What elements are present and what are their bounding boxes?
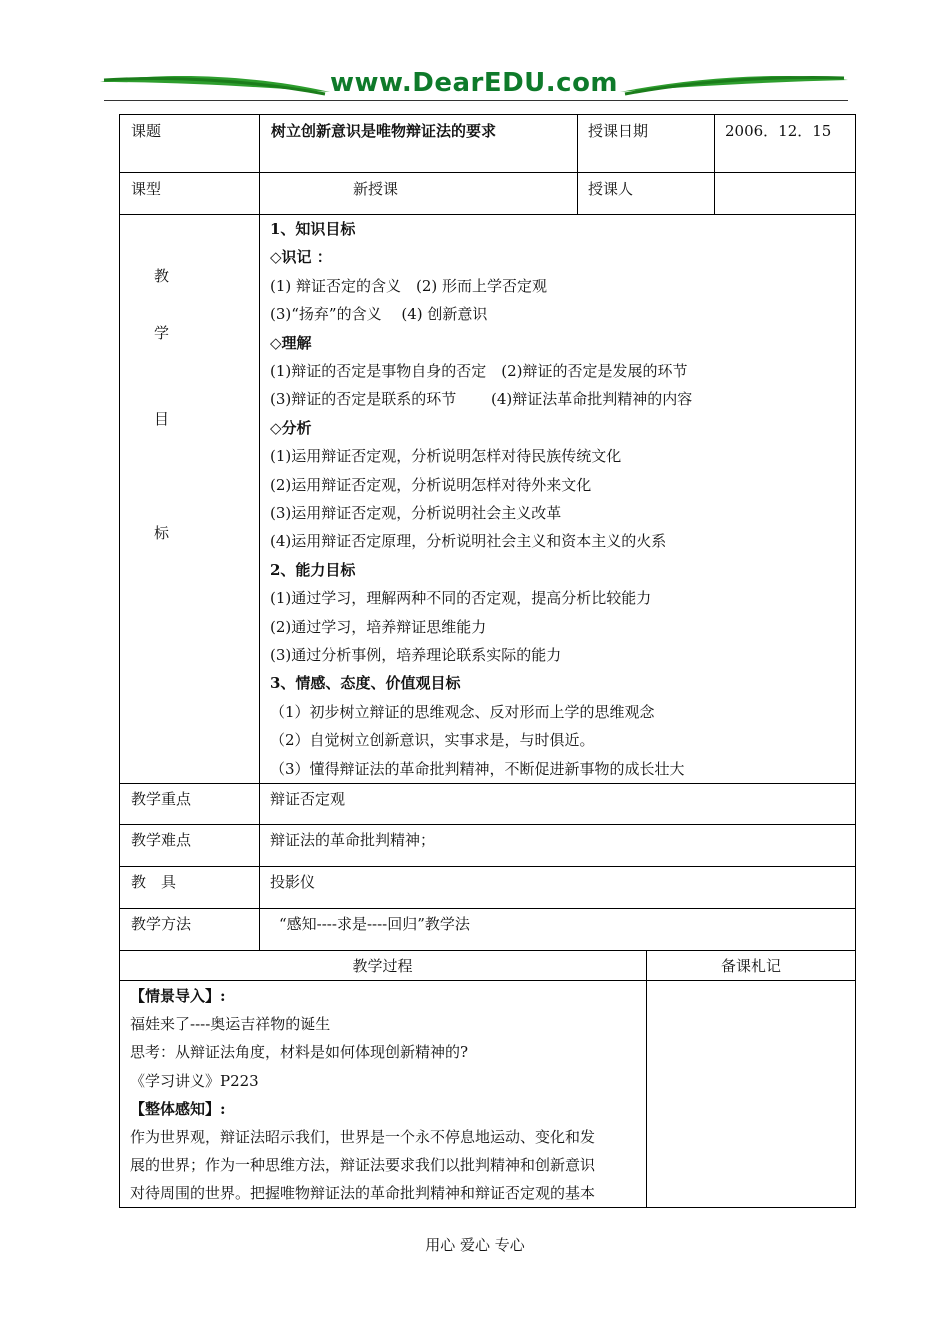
- objective-line: (1) 辩证否定的含义 (2) 形而上学否定观: [270, 276, 548, 295]
- objectives-label-char: 目: [154, 410, 170, 428]
- date-value: 2006．12．15: [725, 122, 832, 140]
- teacher-label: 授课人: [588, 180, 634, 198]
- process-line: 对待周围的世界。把握唯物辩证法的革命批判精神和辩证否定观的基本: [130, 1184, 596, 1203]
- objective-line: （1）初步树立辩证的思维观念、反对形而上学的思维观念: [270, 702, 655, 721]
- header-banner: [100, 66, 848, 110]
- objective-line: (3)运用辩证否定观，分析说明社会主义改革: [270, 504, 562, 522]
- process-line: 作为世界观，辩证法昭示我们，世界是一个永不停息地运动、变化和发: [130, 1128, 596, 1146]
- row-divider: [119, 980, 856, 981]
- objective-line: (1)辩证的否定是事物自身的否定 (2)辩证的否定是发展的环节: [270, 362, 688, 380]
- row-divider: [119, 783, 856, 784]
- lesson-label: 课题: [131, 122, 162, 140]
- tools-value: 投影仪: [270, 873, 316, 891]
- column-divider: [714, 114, 715, 214]
- column-divider: [259, 114, 260, 950]
- objective-line: ◇分析: [270, 418, 312, 437]
- objective-line: (1)通过学习，理解两种不同的否定观，提高分析比较能力: [270, 589, 652, 608]
- key-point-label: 教学重点: [131, 790, 192, 808]
- notes-header: 备课札记: [720, 957, 781, 975]
- column-divider: [577, 114, 578, 214]
- objective-line: (3)辩证的否定是联系的环节 (4)辩证法革命批判精神的内容: [270, 390, 693, 409]
- difficulty-value: 辩证法的革命批判精神；: [270, 831, 436, 849]
- objective-line: 1、知识目标: [270, 220, 356, 238]
- objective-line: 3、情感、态度、价值观目标: [270, 674, 461, 693]
- process-line: 【情景导入】:: [130, 987, 226, 1005]
- process-header: 教学过程: [352, 957, 413, 975]
- objective-line: (3)“扬弃”的含义 (4) 创新意识: [270, 305, 488, 324]
- objectives-label-char: 学: [154, 324, 170, 342]
- objective-line: 2、能力目标: [270, 560, 356, 579]
- site-logo-text[interactable]: www.DearEDU.com: [329, 68, 619, 98]
- row-divider: [119, 214, 856, 215]
- type-label: 课型: [131, 180, 162, 198]
- objective-line: （3）懂得辩证法的革命批判精神，不断促进新事物的成长壮大: [270, 759, 685, 778]
- objective-line: (3)通过分析事例，培养理论联系实际的能力: [270, 646, 562, 664]
- row-divider: [119, 950, 856, 951]
- method-label: 教学方法: [131, 915, 192, 933]
- objective-line: (2)运用辩证否定观，分析说明怎样对待外来文化: [270, 475, 592, 494]
- objective-line: ◇识记 ：: [270, 248, 332, 267]
- header-divider: [104, 100, 848, 101]
- process-line: 福娃来了----奥运吉祥物的诞生: [130, 1015, 331, 1034]
- objective-line: (1)运用辩证否定观，分析说明怎样对待民族传统文化: [270, 447, 622, 466]
- date-label: 授课日期: [588, 122, 649, 140]
- objective-line: （2）自觉树立创新意识，实事求是，与时俱近。: [270, 731, 595, 750]
- row-divider: [119, 172, 856, 173]
- key-point-value: 辩证否定观: [270, 790, 346, 808]
- tools-label: 教 具: [131, 873, 177, 891]
- row-divider: [119, 824, 856, 825]
- objectives-label-char: 标: [154, 524, 170, 542]
- process-line: 思考：从辩证法角度，材料是如何体现创新精神的?: [130, 1043, 469, 1062]
- process-line: 【整体感知】:: [130, 1099, 226, 1118]
- objectives-label-char: 教: [154, 267, 170, 285]
- column-divider: [646, 950, 647, 1208]
- method-value: “感知----求是----回归”教学法: [279, 915, 470, 933]
- type-value: 新授课: [353, 180, 399, 198]
- row-divider: [119, 908, 856, 909]
- lesson-title: 树立创新意识是唯物辩证法的要求: [271, 122, 497, 140]
- difficulty-label: 教学难点: [131, 831, 192, 849]
- process-line: 展的世界；作为一种思维方法，辩证法要求我们以批判精神和创新意识: [130, 1156, 596, 1175]
- row-divider: [119, 866, 856, 867]
- objective-line: ◇理解: [270, 333, 312, 352]
- process-line: 《学习讲义》P223: [130, 1071, 259, 1090]
- objective-line: (2)通过学习，培养辩证思维能力: [270, 617, 487, 636]
- objective-line: (4)运用辩证否定原理，分析说明社会主义和资本主义的火系: [270, 532, 667, 551]
- page-footer: 用心 爱心 专心: [425, 1236, 525, 1254]
